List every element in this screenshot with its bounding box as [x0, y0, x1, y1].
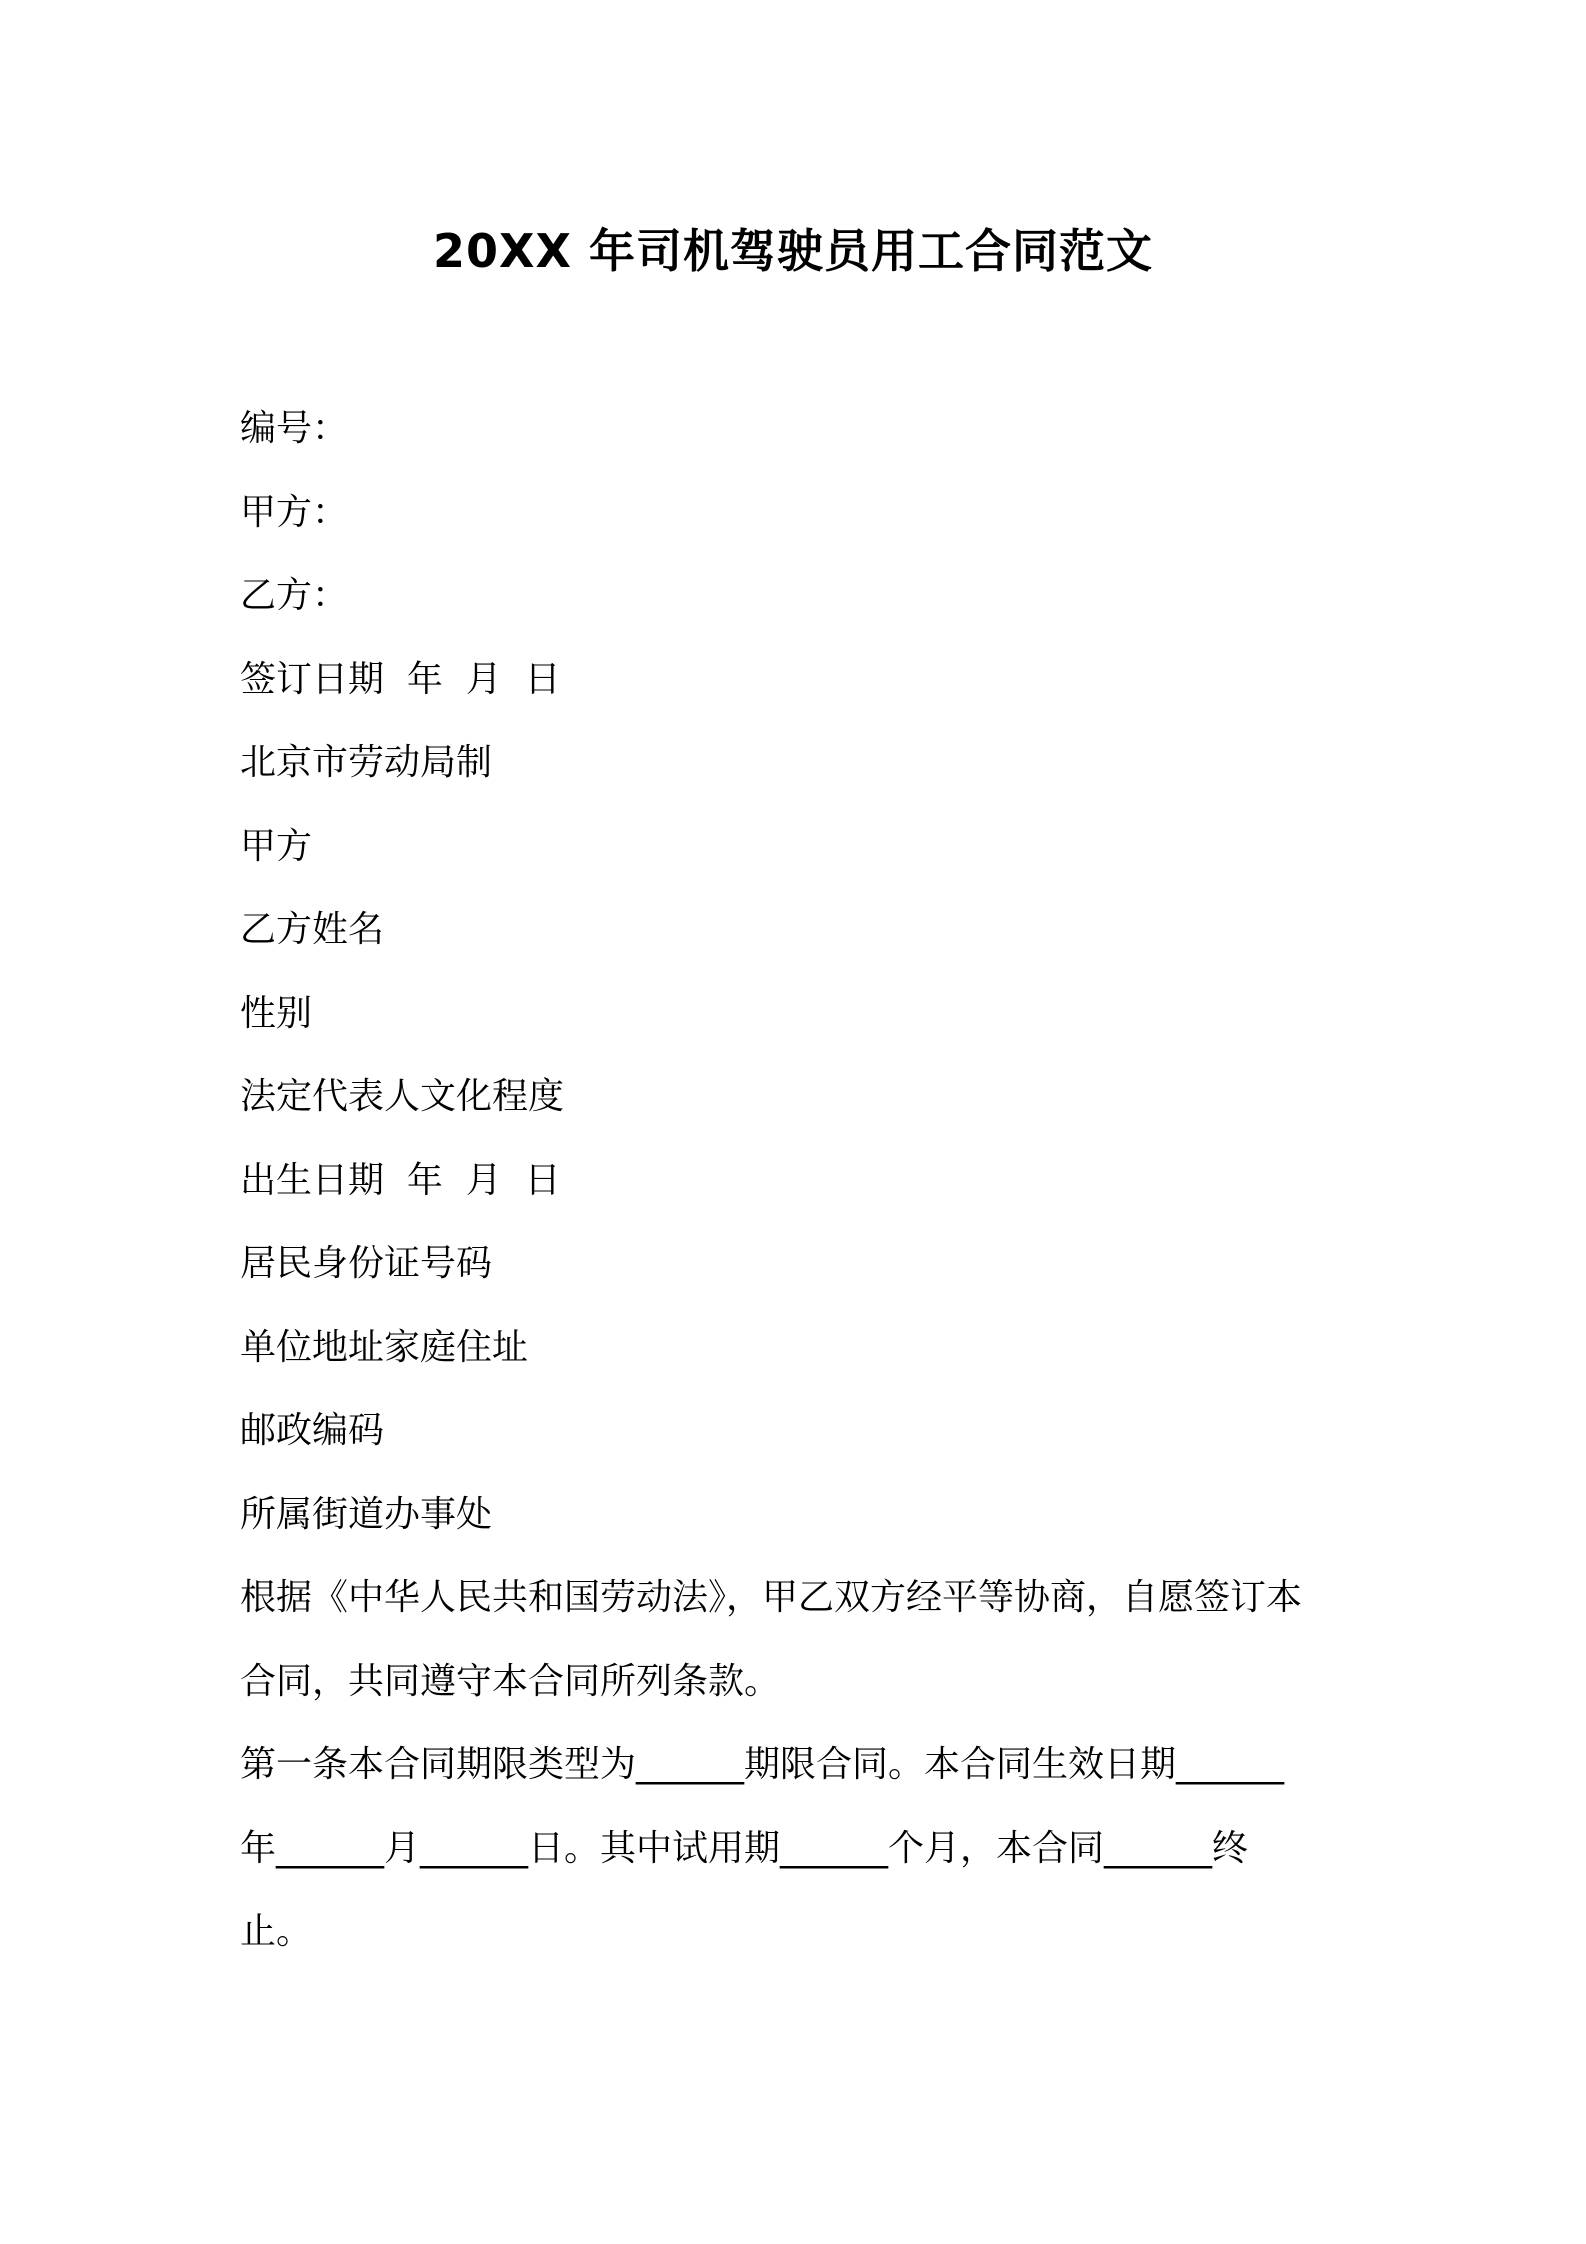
article-1-paragraph — [240, 1740, 1360, 1957]
preamble-line: 根据《中华人民共和国劳动法》，甲乙双方经平等协商，自愿签订本 — [240, 1577, 1303, 1618]
field-party-b-name: 乙方姓名 — [240, 909, 385, 950]
field-gender: 性别 — [240, 992, 313, 1034]
field-address: 单位地址家庭住址 — [240, 1326, 529, 1368]
field-legal-rep-education: 法定代表人文化程度 — [240, 1076, 565, 1117]
document-title: 20XX 年司机驾驶员用工合同范文 — [433, 224, 1153, 278]
field-issuer: 北京市劳动局制 — [240, 742, 493, 783]
field-contract-number: 编号： — [240, 408, 349, 449]
field-signing-date: 签订日期 年 月 日 — [240, 658, 561, 700]
field-party-a-label: 甲方 — [240, 825, 313, 867]
preamble-line: 合同，共同遵守本合同所列条款。 — [240, 1660, 781, 1702]
preamble-paragraph — [240, 1573, 1360, 1707]
field-party-a: 甲方： — [240, 491, 349, 533]
article-1-line: 止。 — [240, 1911, 313, 1952]
field-postal-code: 邮政编码 — [240, 1410, 385, 1451]
article-1-line: 第一条本合同期限类型为______期限合同。本合同生效日期______ — [240, 1744, 1285, 1785]
field-party-b: 乙方： — [240, 575, 349, 616]
field-id-number: 居民身份证号码 — [240, 1243, 493, 1284]
document-body — [240, 404, 1360, 1991]
field-street-office: 所属街道办事处 — [240, 1493, 493, 1535]
article-1-line: 年______月______日。其中试用期______个月，本合同______终 — [240, 1827, 1249, 1869]
field-birth-date: 出生日期 年 月 日 — [240, 1159, 561, 1201]
